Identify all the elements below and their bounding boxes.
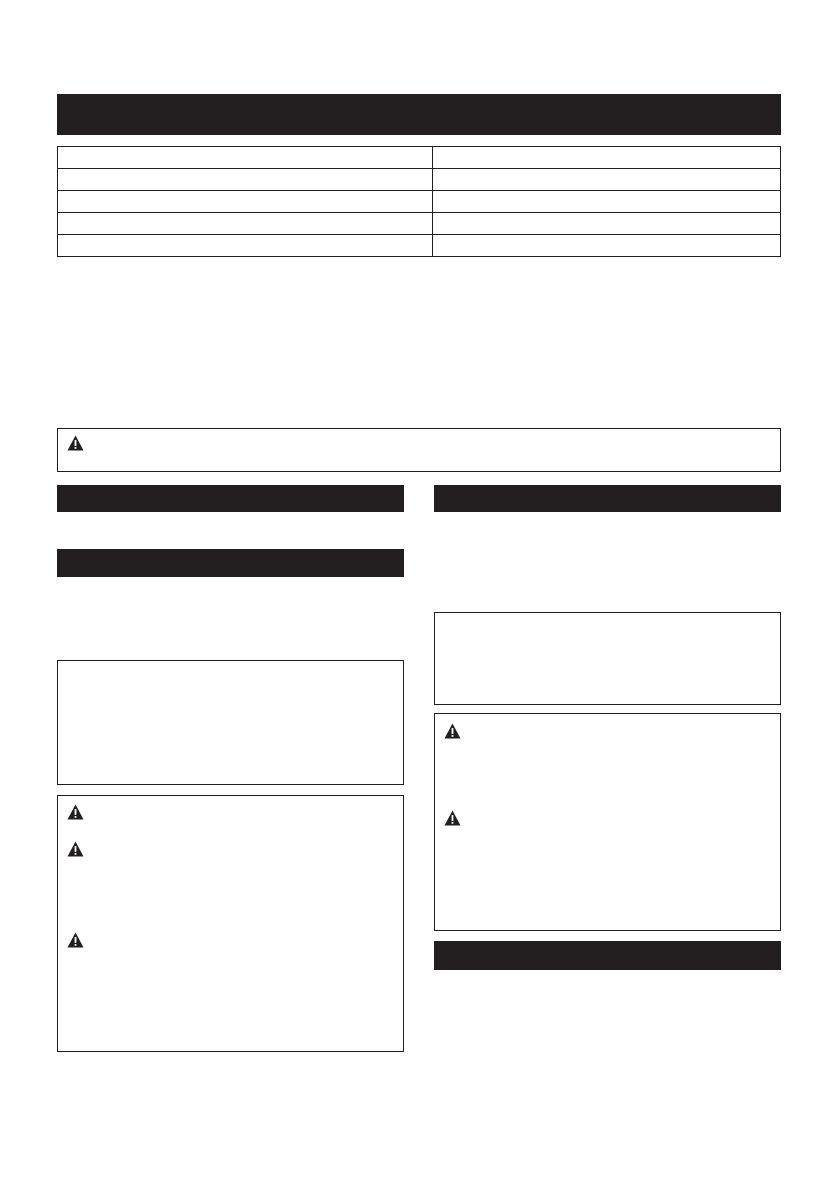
warning-triangle-icon (444, 723, 461, 739)
note-box-left (57, 660, 404, 785)
warning-box-left (57, 795, 404, 1052)
warning-box-right (434, 713, 781, 931)
table-cell (433, 147, 781, 169)
warning-triangle-icon (67, 435, 84, 451)
table-cell (58, 213, 433, 235)
warning-triangle-icon (67, 841, 84, 857)
table-cell (433, 235, 781, 257)
section-header-right-1 (434, 485, 781, 512)
table-row (58, 213, 781, 235)
table-cell (58, 147, 433, 169)
table-cell (58, 235, 433, 257)
table-row (58, 191, 781, 213)
table-cell (433, 169, 781, 191)
warning-box-main (57, 428, 781, 472)
specification-table (57, 146, 781, 257)
table-row (58, 147, 781, 169)
note-box-right (434, 612, 781, 705)
section-header-left-2 (57, 549, 404, 577)
table-cell (433, 213, 781, 235)
section-header-right-2 (434, 941, 781, 970)
warning-triangle-icon (67, 932, 84, 948)
table-cell (433, 191, 781, 213)
section-header-left-1 (57, 485, 404, 512)
table-cell (58, 169, 433, 191)
title-banner (57, 94, 781, 135)
table-row (58, 235, 781, 257)
table-cell (58, 191, 433, 213)
warning-triangle-icon (67, 804, 84, 820)
warning-triangle-icon (444, 810, 461, 826)
table-row (58, 169, 781, 191)
